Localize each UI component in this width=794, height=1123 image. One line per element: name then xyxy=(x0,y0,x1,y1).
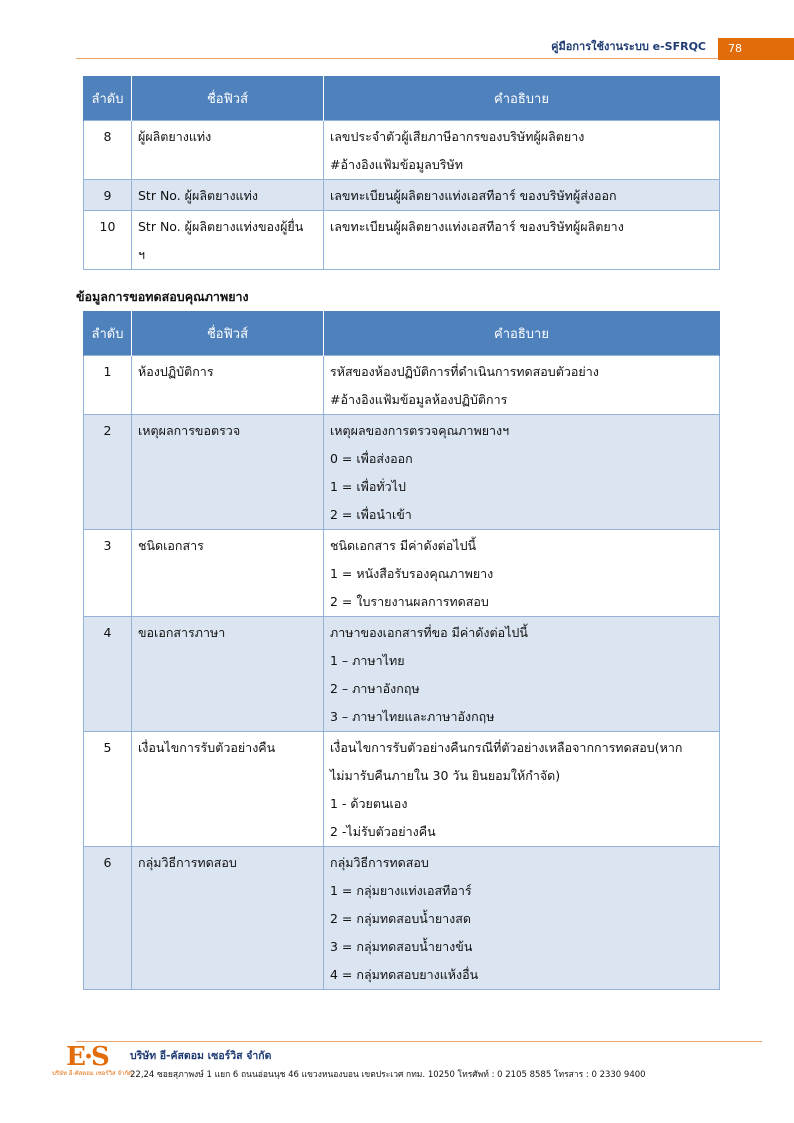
page-number: 78 xyxy=(718,38,794,60)
column-header-order: ลำดับ xyxy=(84,311,132,356)
table-header-row xyxy=(84,76,720,121)
logo-subtext: บริษัท อี-คัสตอม เซอร์วิส จำกัด xyxy=(52,1070,132,1077)
description-line: 3 – ภาษาไทยและภาษาอังกฤษ xyxy=(330,709,495,724)
description-line: 1 - ด้วยตนเอง xyxy=(330,796,408,811)
company-logo xyxy=(52,1042,132,1084)
section-heading: ข้อมูลการขอทดสอบคุณภาพยาง xyxy=(76,289,249,304)
description-line: กลุ่มวิธีการทดสอบ xyxy=(330,855,429,870)
table-row xyxy=(84,180,720,211)
description-line: 2 = เพื่อนำเข้า xyxy=(330,507,412,522)
description-line: เงื่อนไขการรับตัวอย่างคืนกรณีที่ตัวอย่างเหลือจากการทดสอบ(หาก xyxy=(330,740,683,755)
description-line: 0 = เพื่อส่งออก xyxy=(330,451,413,466)
row-order-cell: 10 xyxy=(84,211,132,270)
table-row xyxy=(84,732,720,847)
table-body xyxy=(84,356,720,990)
description-line: เลขทะเบียนผู้ผลิตยางแท่งเอสทีอาร์ ของบริษัทผู้ส่งออก xyxy=(330,188,617,203)
table-row xyxy=(84,530,720,617)
field-name-line: ผู้ผลิตยางแท่ง xyxy=(138,129,212,144)
row-order-cell: 2 xyxy=(84,415,132,530)
footer-divider xyxy=(76,1041,762,1042)
header-divider xyxy=(76,58,718,59)
row-order-cell: 5 xyxy=(84,732,132,847)
description-line: 4 = กลุ่มทดสอบยางแห้งอื่น xyxy=(330,967,479,982)
row-order-cell: 6 xyxy=(84,847,132,990)
field-name-line: Str No. ผู้ผลิตยางแท่งของผู้ยื่น xyxy=(138,219,304,234)
row-description-cell xyxy=(324,732,720,847)
description-line: #อ้างอิงแฟ้มข้อมูลห้องปฏิบัติการ xyxy=(330,392,508,407)
field-name-line: เงื่อนไขการรับตัวอย่างคืน xyxy=(138,740,276,755)
description-line: 2 -ไม่รับตัวอย่างคืน xyxy=(330,824,436,839)
row-field-name-cell xyxy=(132,356,324,415)
description-line: 1 = หนังสือรับรองคุณภาพยาง xyxy=(330,566,494,581)
column-header-description: คำอธิบาย xyxy=(324,311,720,356)
column-header-field-name: ชื่อฟิวส์ xyxy=(132,76,324,121)
table-row xyxy=(84,121,720,180)
row-order-cell: 4 xyxy=(84,617,132,732)
description-line: ไม่มารับคืนภายใน 30 วัน ยินยอมให้กำจัด) xyxy=(330,768,561,783)
description-line: ชนิดเอกสาร มีค่าดังต่อไปนี้ xyxy=(330,538,477,553)
field-name-line: กลุ่มวิธีการทดสอบ xyxy=(138,855,237,870)
field-name-line: เหตุผลการขอตรวจ xyxy=(138,423,241,438)
row-field-name-cell xyxy=(132,415,324,530)
row-description-cell xyxy=(324,415,720,530)
document-title: คู่มือการใช้งานระบบ e-SFRQC xyxy=(551,40,706,53)
description-line: 2 = กลุ่มทดสอบน้ำยางสด xyxy=(330,911,472,926)
field-name-line: ห้องปฏิบัติการ xyxy=(138,364,214,379)
table-header-row xyxy=(84,311,720,356)
company-address: 22,24 ซอยสุภาพงษ์ 1 แยก 6 ถนนอ่อนนุช 46 แขวงหนองบอน เขตประเวศ กทม. 10250 โทรศัพท์ : 0 2105 8585 โทรสาร : 0 2330 9400 xyxy=(130,1070,646,1080)
row-field-name-cell xyxy=(132,732,324,847)
table-row xyxy=(84,415,720,530)
row-order-cell: 9 xyxy=(84,180,132,211)
row-description-cell xyxy=(324,356,720,415)
description-line: เลขทะเบียนผู้ผลิตยางแท่งเอสทีอาร์ ของบริษัทผู้ผลิตยาง xyxy=(330,219,624,234)
row-order-cell: 8 xyxy=(84,121,132,180)
description-line: #อ้างอิงแฟ้มข้อมูลบริษัท xyxy=(330,157,463,172)
row-description-cell xyxy=(324,530,720,617)
column-header-field-name: ชื่อฟิวส์ xyxy=(132,311,324,356)
row-field-name-cell xyxy=(132,211,324,270)
description-line: 1 = เพื่อทั่วไป xyxy=(330,479,406,494)
logo-mark: E·S xyxy=(66,1042,108,1072)
field-table-company xyxy=(83,76,720,270)
row-description-cell xyxy=(324,211,720,270)
description-line: 2 = ใบรายงานผลการทดสอบ xyxy=(330,594,489,609)
row-order-cell: 1 xyxy=(84,356,132,415)
table-row xyxy=(84,617,720,732)
field-name-line: ชนิดเอกสาร xyxy=(138,538,204,553)
field-name-line: ขอเอกสารภาษา xyxy=(138,625,226,640)
company-name: บริษัท อี-คัสตอม เซอร์วิส จำกัด xyxy=(130,1050,272,1062)
description-line: เหตุผลของการตรวจคุณภาพยางฯ xyxy=(330,423,510,438)
field-table-quality-test xyxy=(83,311,720,990)
row-description-cell xyxy=(324,617,720,732)
field-name-line: Str No. ผู้ผลิตยางแท่ง xyxy=(138,188,258,203)
table-row xyxy=(84,847,720,990)
description-line: ภาษาของเอกสารที่ขอ มีค่าดังต่อไปนี้ xyxy=(330,625,528,640)
row-description-cell xyxy=(324,121,720,180)
row-field-name-cell xyxy=(132,617,324,732)
row-field-name-cell xyxy=(132,180,324,211)
row-field-name-cell xyxy=(132,847,324,990)
table-row xyxy=(84,356,720,415)
table-body xyxy=(84,121,720,270)
row-order-cell: 3 xyxy=(84,530,132,617)
row-description-cell xyxy=(324,180,720,211)
description-line: 2 – ภาษาอังกฤษ xyxy=(330,681,420,696)
table-row xyxy=(84,211,720,270)
description-line: 1 = กลุ่มยางแท่งเอสทีอาร์ xyxy=(330,883,472,898)
field-name-line: ฯ xyxy=(138,247,146,262)
column-header-description: คำอธิบาย xyxy=(324,76,720,121)
row-description-cell xyxy=(324,847,720,990)
row-field-name-cell xyxy=(132,121,324,180)
description-line: รหัสของห้องปฏิบัติการที่ดำเนินการทดสอบตัวอย่าง xyxy=(330,364,599,379)
description-line: 1 – ภาษาไทย xyxy=(330,653,405,668)
row-field-name-cell xyxy=(132,530,324,617)
description-line: เลขประจำตัวผู้เสียภาษีอากรของบริษัทผู้ผลิตยาง xyxy=(330,129,585,144)
column-header-order: ลำดับ xyxy=(84,76,132,121)
description-line: 3 = กลุ่มทดสอบน้ำยางข้น xyxy=(330,939,473,954)
